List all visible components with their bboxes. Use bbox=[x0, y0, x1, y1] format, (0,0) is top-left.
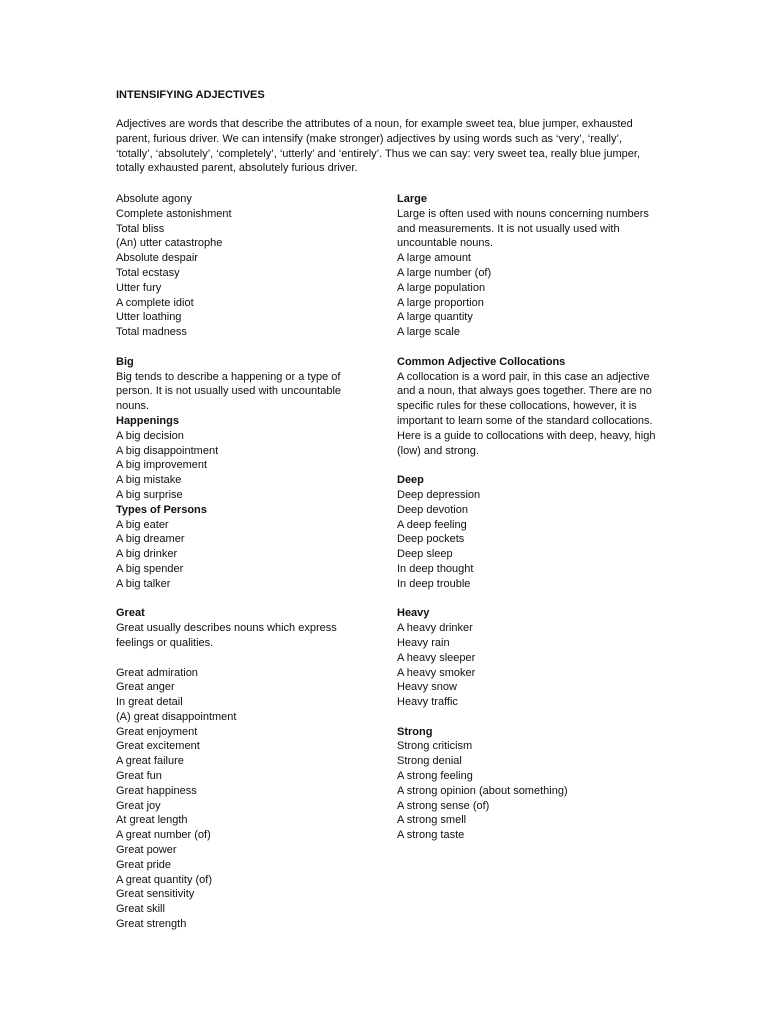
deep-item: Deep sleep bbox=[397, 548, 453, 561]
intensifier-item: (An) utter catastrophe bbox=[116, 237, 223, 250]
heavy-item: Heavy snow bbox=[397, 681, 457, 694]
intensifier-item: Total ecstasy bbox=[116, 266, 180, 279]
great-item: Great strength bbox=[116, 918, 187, 931]
intensifier-item: Total bliss bbox=[116, 222, 165, 235]
heavy-list bbox=[397, 621, 657, 710]
intensifier-item: Complete astonishment bbox=[116, 207, 232, 220]
left-column bbox=[116, 192, 376, 947]
great-heading: Great bbox=[116, 607, 145, 620]
deep-section bbox=[397, 473, 657, 591]
large-item: A large number (of) bbox=[397, 266, 492, 279]
intensifier-item: Total madness bbox=[116, 326, 187, 339]
large-item: A large population bbox=[397, 281, 486, 294]
heavy-section bbox=[397, 606, 657, 710]
deep-item: Deep depression bbox=[397, 488, 481, 501]
strong-list bbox=[397, 739, 657, 843]
great-item: Great anger bbox=[116, 681, 175, 694]
strong-item: A strong taste bbox=[397, 829, 465, 842]
person-item: A big talker bbox=[116, 577, 171, 590]
strong-item: A strong opinion (about something) bbox=[397, 784, 568, 797]
heavy-item: A heavy smoker bbox=[397, 666, 476, 679]
strong-item: Strong criticism bbox=[397, 740, 473, 753]
great-item: A great number (of) bbox=[116, 829, 211, 842]
right-column bbox=[397, 192, 657, 858]
great-item: Great sensitivity bbox=[116, 888, 195, 901]
great-item: A great failure bbox=[116, 755, 184, 768]
person-list bbox=[116, 518, 376, 592]
deep-list bbox=[397, 488, 657, 592]
intensifier-item: Absolute agony bbox=[116, 193, 192, 205]
great-item: In great detail bbox=[116, 696, 183, 709]
great-list bbox=[116, 666, 376, 932]
intensifier-item: Utter fury bbox=[116, 281, 162, 294]
happening-item: A big surprise bbox=[116, 488, 183, 501]
great-item: Great happiness bbox=[116, 784, 197, 797]
happening-item: A big improvement bbox=[116, 459, 208, 472]
heavy-item: A heavy drinker bbox=[397, 622, 473, 635]
intensifier-item: Absolute despair bbox=[116, 252, 198, 265]
strong-item: Strong denial bbox=[397, 755, 462, 768]
great-item: A great quantity (of) bbox=[116, 873, 212, 886]
page-title: INTENSIFYING ADJECTIVES bbox=[116, 89, 265, 101]
large-description: Large is often used with nouns concerning numbers and measurements. It is not usually used with uncountable nouns. bbox=[397, 207, 649, 250]
large-item: A large proportion bbox=[397, 296, 484, 309]
great-item: Great skill bbox=[116, 903, 165, 916]
strong-item: A strong feeling bbox=[397, 770, 473, 783]
large-item: A large amount bbox=[397, 252, 471, 265]
strong-section bbox=[397, 725, 657, 843]
large-section bbox=[397, 192, 657, 340]
great-section bbox=[116, 606, 376, 932]
happening-list bbox=[116, 429, 376, 503]
big-description: Big tends to describe a happening or a type of person. It is not usually used with uncountable nouns. bbox=[116, 370, 342, 413]
person-item: A big spender bbox=[116, 562, 184, 575]
collocations-heading: Common Adjective Collocations bbox=[397, 355, 566, 368]
deep-item: Deep devotion bbox=[397, 503, 468, 516]
great-item: Great excitement bbox=[116, 740, 200, 753]
large-heading: Large bbox=[397, 193, 427, 205]
great-item: Great enjoyment bbox=[116, 725, 198, 738]
strong-item: A strong smell bbox=[397, 814, 467, 827]
deep-item: In deep trouble bbox=[397, 577, 471, 590]
person-item: A big eater bbox=[116, 518, 169, 531]
large-item: A large scale bbox=[397, 326, 460, 339]
great-item: Great pride bbox=[116, 858, 172, 871]
strong-item: A strong sense (of) bbox=[397, 799, 490, 812]
deep-item: A deep feeling bbox=[397, 518, 467, 531]
large-list bbox=[397, 251, 657, 340]
intensifier-item: A complete idiot bbox=[116, 296, 194, 309]
great-item: (A) great disappointment bbox=[116, 710, 237, 723]
happening-item: A big mistake bbox=[116, 474, 182, 487]
big-heading: Big bbox=[116, 355, 134, 368]
collocations-description: A collocation is a word pair, in this case an adjective and a noun, that always goes together. There are no specific rules for these collocations, however, it is important to learn some of the standard collocations. Here is a guide to collocations with deep, heavy, high (low) and strong. bbox=[397, 370, 656, 457]
great-item: Great fun bbox=[116, 770, 162, 783]
heavy-item: Heavy traffic bbox=[397, 696, 458, 709]
persons-heading: Types of Persons bbox=[116, 503, 207, 516]
collocations-section bbox=[397, 355, 657, 459]
big-section bbox=[116, 355, 376, 592]
great-item: Great joy bbox=[116, 799, 161, 812]
person-item: A big dreamer bbox=[116, 533, 185, 546]
large-item: A large quantity bbox=[397, 311, 473, 324]
happenings-heading: Happenings bbox=[116, 414, 179, 427]
deep-item: Deep pockets bbox=[397, 533, 465, 546]
happening-item: A big disappointment bbox=[116, 444, 219, 457]
great-item: Great power bbox=[116, 844, 177, 857]
strong-heading: Strong bbox=[397, 725, 433, 738]
spacer bbox=[116, 651, 376, 666]
great-item: At great length bbox=[116, 814, 188, 827]
intensifier-list bbox=[116, 192, 376, 340]
intensifiers-section bbox=[116, 192, 376, 340]
deep-item: In deep thought bbox=[397, 562, 474, 575]
heavy-item: Heavy rain bbox=[397, 636, 450, 649]
heavy-item: A heavy sleeper bbox=[397, 651, 476, 664]
happening-item: A big decision bbox=[116, 429, 184, 442]
intro-paragraph: Adjectives are words that describe the attributes of a noun, for example sweet tea, blue jumper, exhausted parent, furious driver. We can intensify (make stronger) adjectives by using words such as ‘very’, ‘really’, ‘totally’, ‘absolutely’, ‘completely’, ‘utterly’ and ‘entirely’. Thus we can say: very sweet tea, really blue jumper, totally exhausted parent, absolutely furious driver. bbox=[116, 118, 640, 175]
deep-heading: Deep bbox=[397, 474, 424, 487]
great-item: Great admiration bbox=[116, 666, 198, 679]
great-description: Great usually describes nouns which express feelings or qualities. bbox=[116, 622, 337, 649]
intensifier-item: Utter loathing bbox=[116, 311, 182, 324]
heavy-heading: Heavy bbox=[397, 607, 430, 620]
person-item: A big drinker bbox=[116, 548, 178, 561]
